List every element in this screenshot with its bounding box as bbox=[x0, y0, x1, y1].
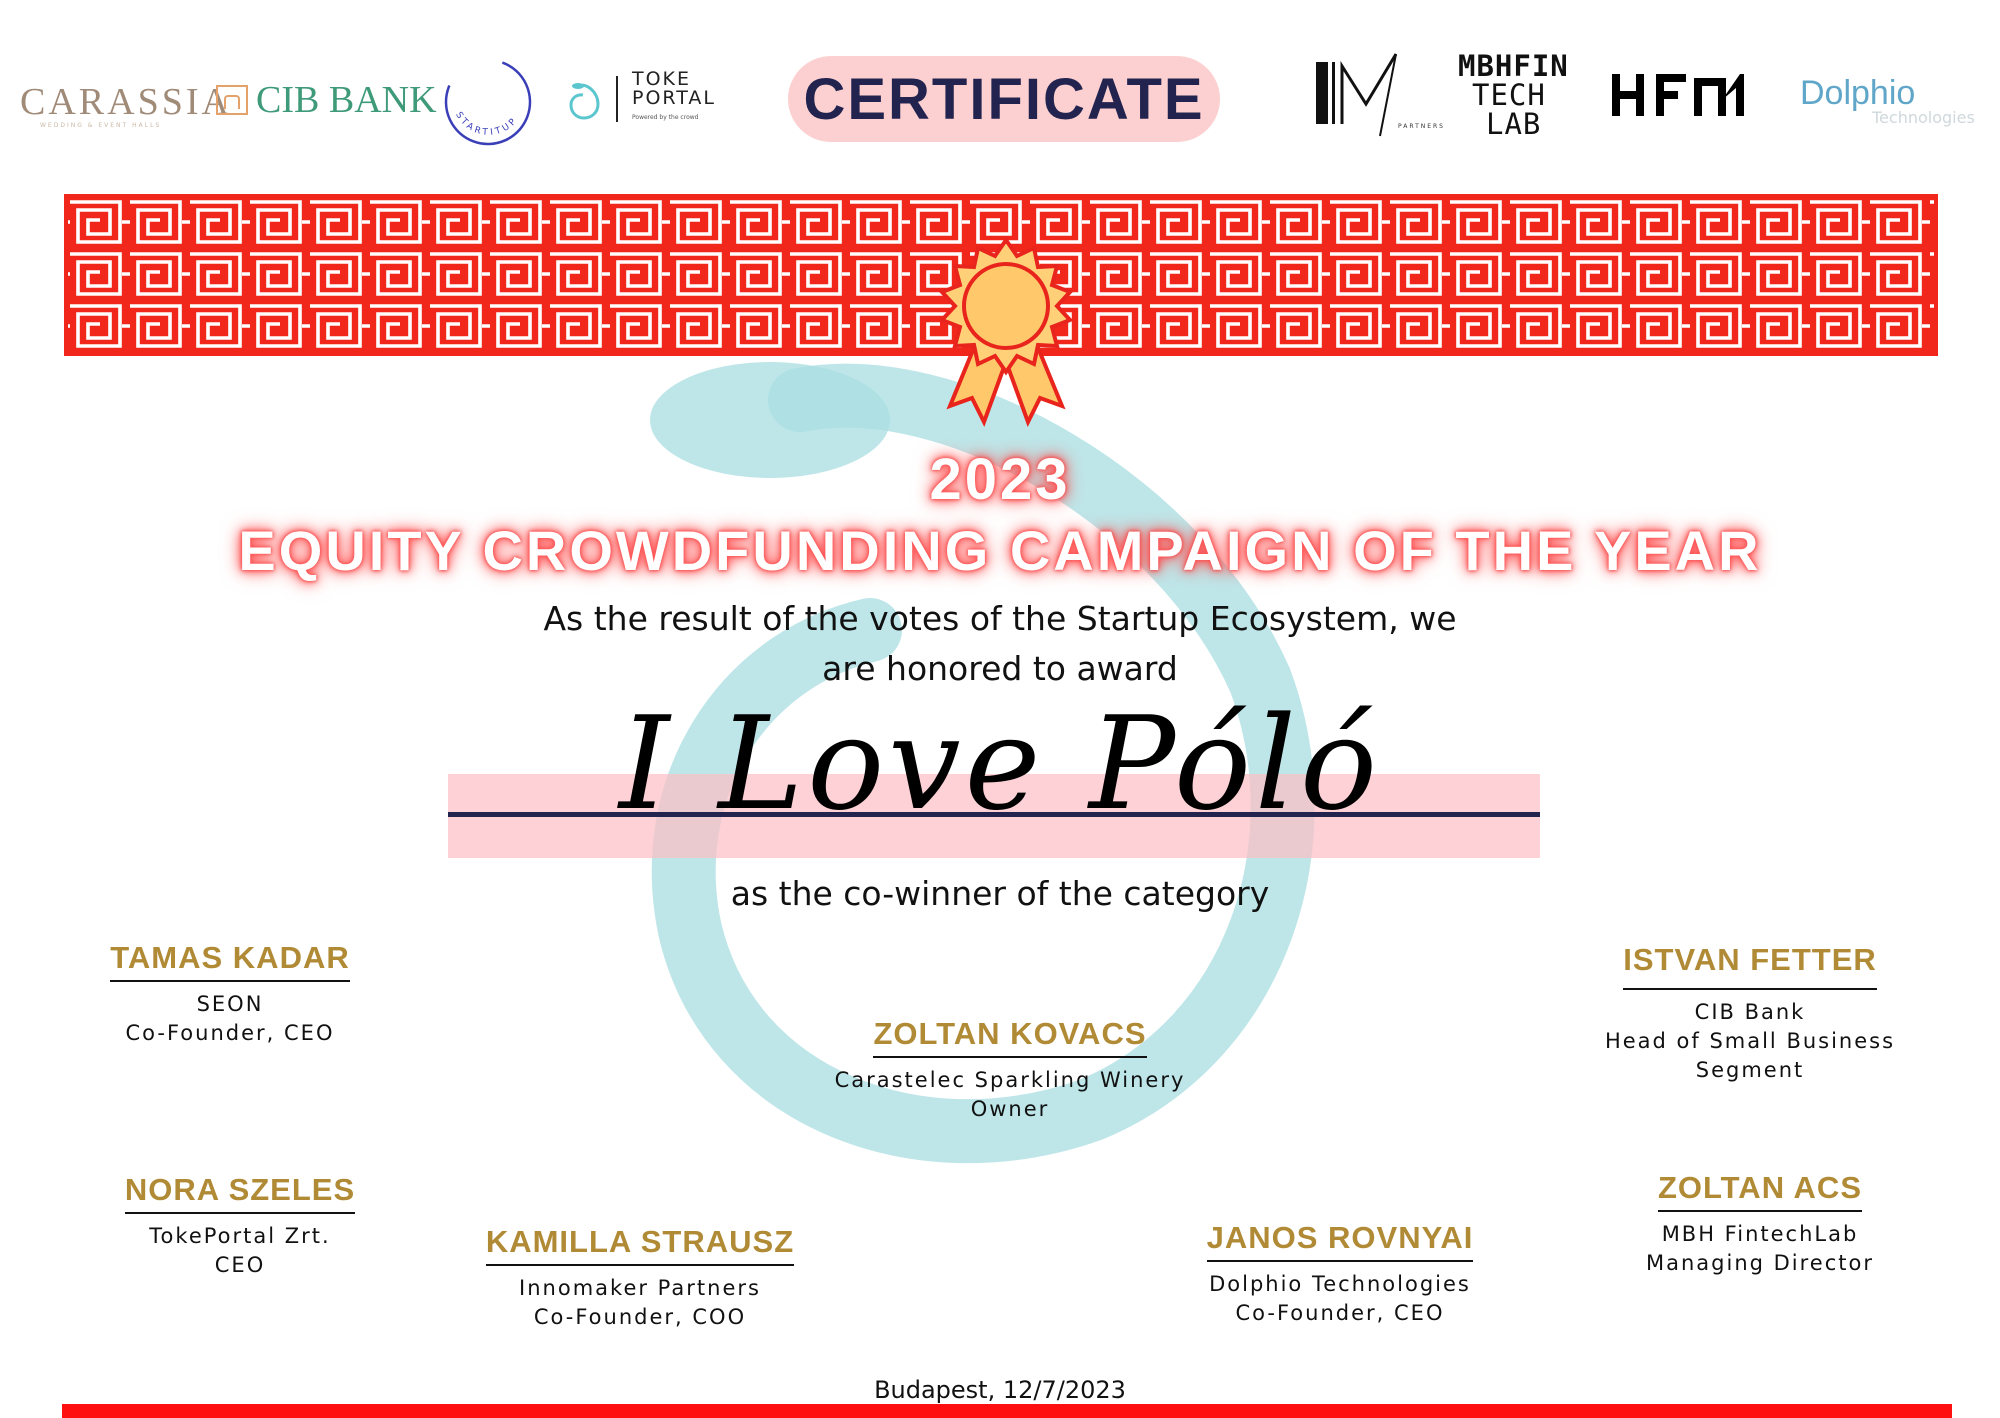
signatory-name: ISTVAN FETTER bbox=[1623, 942, 1877, 990]
mbh-fintechlab-logo bbox=[1458, 49, 1569, 141]
dolphio-logo-subtitle: Technologies bbox=[1872, 108, 1975, 127]
signatory-zoltan-acs bbox=[1620, 1170, 1900, 1278]
award-intro-line2: are honored to award bbox=[822, 649, 1178, 688]
cib-bank-logo bbox=[216, 78, 437, 122]
signatory-name: ZOLTAN KOVACS bbox=[873, 1016, 1146, 1058]
signatory-name: KAMILLA STRAUSZ bbox=[486, 1224, 794, 1266]
mbh-logo-line3: LAB bbox=[1486, 107, 1542, 141]
award-intro-line1: As the result of the votes of the Startup Ecosystem, we bbox=[543, 599, 1457, 638]
signatory-name: TAMAS KADAR bbox=[110, 940, 349, 982]
tokeportal-drop-icon bbox=[568, 78, 602, 120]
signatory-organization: Innomaker Partners bbox=[519, 1276, 761, 1300]
place-and-date: Budapest, 12/7/2023 bbox=[874, 1376, 1126, 1404]
cib-bank-icon bbox=[216, 85, 248, 115]
tokeportal-logo bbox=[568, 70, 716, 127]
bottom-red-bar bbox=[62, 1404, 1952, 1418]
signatory-name: ZOLTAN ACS bbox=[1658, 1170, 1862, 1212]
signatory-tamas-kadar bbox=[90, 940, 370, 1048]
carassia-logo: CARASSIA bbox=[20, 81, 232, 123]
signatory-role: Owner bbox=[970, 1097, 1050, 1121]
cowinner-statement: as the co-winner of the category bbox=[730, 874, 1270, 913]
signatory-role: CEO bbox=[214, 1253, 266, 1277]
innomaker-partners-logo bbox=[1310, 48, 1445, 144]
svg-text:STARTITUP bbox=[453, 110, 520, 138]
signatory-nora-szeles bbox=[110, 1172, 370, 1280]
signatory-name: NORA SZELES bbox=[125, 1172, 355, 1214]
award-year: 2023 bbox=[929, 447, 1071, 512]
tokeportal-logo-line1: TOKE bbox=[632, 68, 692, 90]
signatory-organization: SEON bbox=[196, 992, 264, 1016]
award-title: EQUITY CROWDFUNDING CAMPAIGN OF THE YEAR bbox=[238, 519, 1762, 582]
certificate-badge: CERTIFICATE bbox=[788, 56, 1220, 142]
tokeportal-logo-line2: PORTAL bbox=[632, 87, 716, 109]
signatory-organization: Dolphio Technologies bbox=[1209, 1272, 1471, 1296]
signatory-name: JANOS ROVNYAI bbox=[1207, 1220, 1474, 1262]
startitup-logo bbox=[438, 52, 538, 152]
signatory-janos-rovnyai bbox=[1180, 1220, 1500, 1328]
signatory-role: Co-Founder, COO bbox=[533, 1305, 747, 1329]
startitup-logo-text: STARTITUP bbox=[453, 110, 521, 139]
signatory-organization: TokePortal Zrt. bbox=[149, 1224, 331, 1248]
signatory-organization: MBH FintechLab bbox=[1661, 1222, 1859, 1246]
award-rosette-icon bbox=[926, 238, 1086, 428]
signatory-role: Managing Director bbox=[1645, 1251, 1874, 1275]
carassia-logo-subtitle: WEDDING & EVENT HALLS bbox=[40, 122, 162, 129]
signatory-zoltan-kovacs bbox=[820, 1016, 1200, 1124]
hfa-logo bbox=[1612, 74, 1744, 116]
winner-name: I Love Póló bbox=[618, 690, 1382, 839]
signatory-organization: Carastelec Sparkling Winery bbox=[834, 1068, 1186, 1092]
tokeportal-logo-tagline: Powered by the crowd bbox=[632, 114, 699, 121]
signatory-organization: CIB Bank bbox=[1694, 1000, 1806, 1024]
mbh-logo-line1: MBHFIN bbox=[1458, 49, 1569, 83]
innomaker-partners-logo-text: PARTNERS bbox=[1398, 123, 1445, 130]
signatory-role: Co-Founder, CEO bbox=[1235, 1301, 1445, 1325]
mbh-logo-line2: TECH bbox=[1472, 78, 1546, 112]
signatory-role: Head of Small Business Segment bbox=[1604, 1029, 1896, 1082]
dolphio-logo: Dolphio bbox=[1800, 74, 1916, 112]
signatory-kamilla-strausz bbox=[470, 1224, 810, 1332]
signatory-istvan-fetter bbox=[1550, 942, 1950, 1085]
signatory-role: Co-Founder, CEO bbox=[125, 1021, 335, 1045]
cib-bank-logo-text: CIB BANK bbox=[256, 79, 437, 121]
